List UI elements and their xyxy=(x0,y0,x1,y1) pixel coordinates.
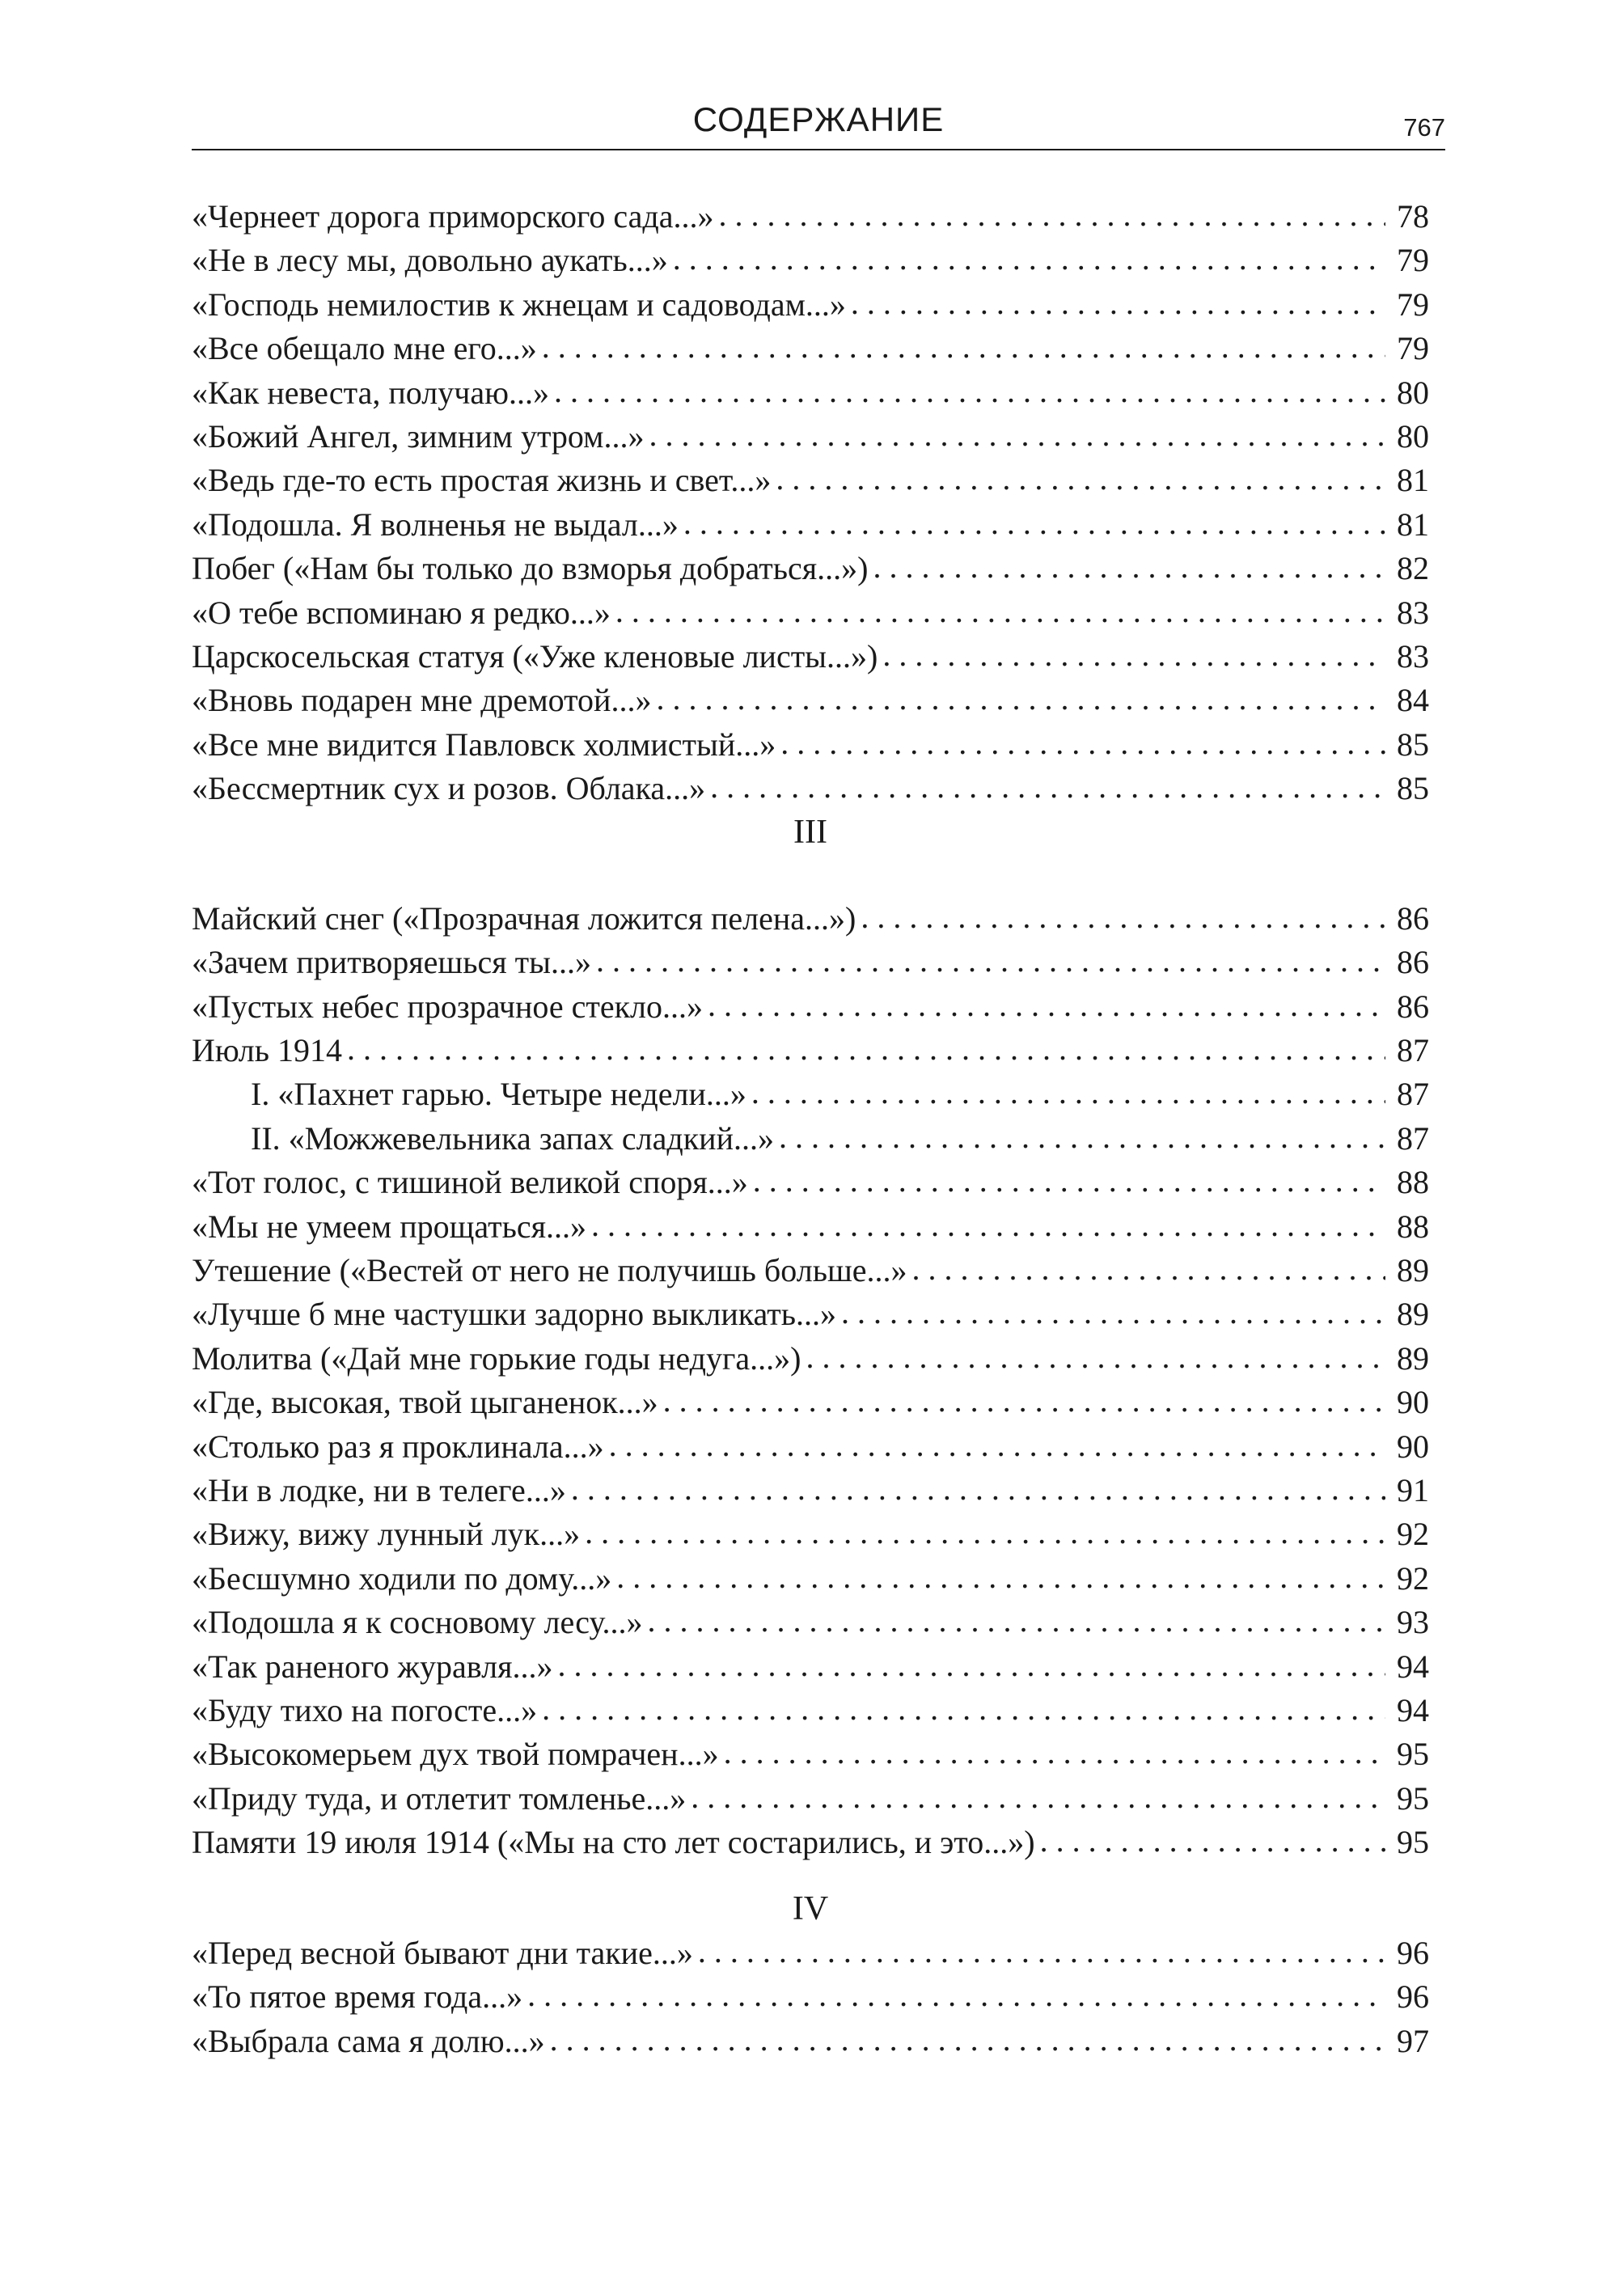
toc-leader-dots xyxy=(591,1204,1385,1247)
toc-leader-dots xyxy=(609,1424,1385,1467)
section-heading-iv: IV xyxy=(792,1890,829,1928)
toc-entry xyxy=(192,1205,1429,1249)
toc-entry xyxy=(192,1975,1429,2019)
book-page xyxy=(192,0,1445,2293)
toc-leader-dots xyxy=(779,1115,1385,1159)
toc-leader-dots xyxy=(851,281,1385,325)
toc-entry-page: 78 xyxy=(1397,198,1429,235)
toc-entry-title: «Мы не умеем прощаться...» xyxy=(192,1208,587,1245)
toc-leader-dots xyxy=(649,413,1385,457)
toc-leader-dots xyxy=(841,1291,1385,1335)
toc-entry-title: «Подошла я к сосновому лесу...» xyxy=(192,1604,643,1641)
toc-entry-page: 81 xyxy=(1397,462,1429,499)
toc-entry xyxy=(192,1931,1429,1975)
toc-entry-title: Молитва («Дай мне горькие годы недуга...») xyxy=(192,1339,801,1377)
toc-entry-page: 94 xyxy=(1397,1648,1429,1685)
toc-entry xyxy=(192,503,1429,547)
toc-entry-page: 86 xyxy=(1397,899,1429,937)
toc-entry xyxy=(192,1645,1429,1689)
toc-entry-page: 80 xyxy=(1397,417,1429,455)
toc-entry-page: 86 xyxy=(1397,944,1429,981)
toc-leader-dots xyxy=(753,1159,1385,1203)
toc-leader-dots xyxy=(673,237,1385,281)
toc-entry xyxy=(192,767,1429,810)
toc-leader-dots xyxy=(542,1687,1385,1731)
toc-entry xyxy=(192,679,1429,722)
toc-leader-dots xyxy=(698,1930,1385,1974)
toc-leader-dots xyxy=(557,1644,1385,1687)
toc-entry-title: Июль 1914 xyxy=(192,1032,342,1069)
toc-entry xyxy=(192,635,1429,679)
toc-entry-title: «Пустых небес прозрачное стекло...» xyxy=(192,988,703,1025)
toc-entry-page: 96 xyxy=(1397,1934,1429,1971)
toc-entry-title: «Божий Ангел, зимним утром...» xyxy=(192,417,645,455)
toc-entry-page: 79 xyxy=(1397,330,1429,367)
toc-entry xyxy=(192,985,1429,1029)
toc-entry-page: 92 xyxy=(1397,1516,1429,1553)
toc-entry-title: «Буду тихо на погосте...» xyxy=(192,1691,538,1728)
toc-entry-title: «О тебе вспоминаю я редко...» xyxy=(192,594,611,631)
toc-section-iv xyxy=(192,1931,1429,2063)
toc-entry-page: 92 xyxy=(1397,1559,1429,1597)
toc-entry-page: 87 xyxy=(1397,1032,1429,1069)
toc-leader-dots xyxy=(882,633,1385,677)
toc-entry-page: 87 xyxy=(1397,1076,1429,1113)
toc-entry xyxy=(192,591,1429,635)
toc-entry-title: I. «Пахнет гарью. Четыре недели...» xyxy=(251,1076,746,1113)
toc-entry-title: «Чернеет дорога приморского сада...» xyxy=(192,198,714,235)
toc-entry-title: «Зачем притворяешься ты...» xyxy=(192,944,591,981)
toc-entry-page: 84 xyxy=(1397,682,1429,719)
toc-entry xyxy=(192,2020,1429,2063)
toc-subentry xyxy=(192,1072,1429,1116)
toc-entry-page: 89 xyxy=(1397,1339,1429,1377)
running-head xyxy=(192,95,1445,152)
toc-entry xyxy=(192,1821,1429,1864)
toc-leader-dots xyxy=(683,501,1385,545)
toc-entry xyxy=(192,1601,1429,1644)
toc-entry-title: «Выбрала сама я долю...» xyxy=(192,2022,545,2059)
toc-entry xyxy=(192,1029,1429,1072)
toc-entry-page: 83 xyxy=(1397,637,1429,675)
toc-entry-page: 90 xyxy=(1397,1384,1429,1421)
toc-entry xyxy=(192,371,1429,415)
toc-entry-page: 85 xyxy=(1397,726,1429,763)
toc-leader-dots xyxy=(550,2018,1385,2062)
toc-entry-page: 89 xyxy=(1397,1251,1429,1288)
toc-entry xyxy=(192,1292,1429,1336)
toc-entry xyxy=(192,283,1429,327)
toc-leader-dots xyxy=(542,325,1385,369)
section-spacer xyxy=(192,1864,1429,1887)
toc-entry-page: 81 xyxy=(1397,506,1429,543)
toc-entry xyxy=(192,1425,1429,1469)
toc-entry xyxy=(192,415,1429,459)
toc-entry-title: «Как невеста, получаю...» xyxy=(192,374,549,411)
toc-entry-page: 88 xyxy=(1397,1164,1429,1201)
toc-leader-dots xyxy=(912,1247,1386,1291)
toc-entry-title: Памяти 19 июля 1914 («Мы на сто лет состарились, и это...») xyxy=(192,1824,1035,1861)
toc-entry-page: 97 xyxy=(1397,2022,1429,2059)
toc-entry xyxy=(192,1777,1429,1821)
toc-entry-title: «Столько раз я проклинала...» xyxy=(192,1428,604,1465)
toc-entry-title: II. «Можжевельника запах сладкий...» xyxy=(251,1119,774,1157)
toc-entry-title: Утешение («Вестей от него не получишь больше...» xyxy=(192,1251,907,1288)
toc-leader-dots xyxy=(585,1511,1385,1555)
toc-entry-title: «Вижу, вижу лунный лук...» xyxy=(192,1516,581,1553)
toc-entry-page: 96 xyxy=(1397,1978,1429,2016)
toc-entry-title: «Бессмертник сух и розов. Облака...» xyxy=(192,770,706,807)
toc-entry-page: 95 xyxy=(1397,1779,1429,1817)
toc-entry-title: «Бесшумно ходили по дому...» xyxy=(192,1559,612,1597)
toc-entry-page: 87 xyxy=(1397,1119,1429,1157)
page-number: 767 xyxy=(1403,113,1445,142)
toc-entry xyxy=(192,897,1429,941)
toc-entry-title: «Все обещало мне его...» xyxy=(192,330,537,367)
toc-leader-dots xyxy=(861,895,1385,939)
toc-entry xyxy=(192,1161,1429,1204)
toc-entry-title: Побег («Нам бы только до взморья добраться...») xyxy=(192,550,869,587)
toc-entry-page: 95 xyxy=(1397,1736,1429,1773)
toc-entry-page: 85 xyxy=(1397,770,1429,807)
toc-leader-dots xyxy=(724,1731,1385,1775)
toc-entry-page: 89 xyxy=(1397,1296,1429,1333)
running-title: СОДЕРЖАНИЕ xyxy=(692,100,945,138)
table-of-contents xyxy=(192,195,1429,2063)
toc-leader-dots xyxy=(615,590,1385,633)
toc-entry-page: 79 xyxy=(1397,242,1429,279)
toc-leader-dots xyxy=(554,370,1385,413)
header-rule xyxy=(192,149,1445,150)
toc-entry xyxy=(192,1337,1429,1381)
toc-entry xyxy=(192,723,1429,767)
section-spacer xyxy=(192,855,1429,897)
toc-entry-page: 88 xyxy=(1397,1208,1429,1245)
toc-entry-page: 95 xyxy=(1397,1824,1429,1861)
toc-entry-page: 82 xyxy=(1397,550,1429,587)
toc-leader-dots xyxy=(1040,1819,1385,1863)
toc-entry xyxy=(192,1732,1429,1776)
toc-entry-title: «Так раненого журавля...» xyxy=(192,1648,553,1685)
toc-entry xyxy=(192,195,1429,239)
toc-entry-title: «Лучше б мне частушки задорно выкликать...» xyxy=(192,1296,836,1333)
toc-leader-dots xyxy=(347,1027,1385,1071)
toc-section-iii xyxy=(192,897,1429,1865)
toc-entry-title: «Высокомерьем дух твой помрачен...» xyxy=(192,1736,719,1773)
toc-entry xyxy=(192,327,1429,370)
toc-leader-dots xyxy=(708,984,1385,1027)
toc-leader-dots xyxy=(691,1775,1385,1819)
toc-entry-title: «Вновь подарен мне дремотой...» xyxy=(192,682,652,719)
toc-entry-title: Майский снег («Прозрачная ложится пелена...») xyxy=(192,899,856,937)
toc-entry xyxy=(192,547,1429,590)
toc-entry-title: «Где, высокая, твой цыганенок...» xyxy=(192,1384,658,1421)
toc-entry-page: 79 xyxy=(1397,286,1429,323)
toc-entry xyxy=(192,1381,1429,1424)
toc-leader-dots xyxy=(873,545,1385,589)
toc-entry-title: «Приду туда, и отлетит томленье...» xyxy=(192,1779,687,1817)
toc-subentry xyxy=(192,1117,1429,1161)
toc-leader-dots xyxy=(806,1335,1385,1379)
toc-leader-dots xyxy=(780,721,1385,765)
toc-leader-dots xyxy=(710,765,1385,809)
toc-entry xyxy=(192,1689,1429,1732)
toc-entry xyxy=(192,1557,1429,1601)
toc-entry-page: 94 xyxy=(1397,1691,1429,1728)
toc-entry-page: 90 xyxy=(1397,1428,1429,1465)
toc-entry xyxy=(192,941,1429,984)
toc-entry-page: 91 xyxy=(1397,1471,1429,1508)
toc-leader-dots xyxy=(527,1974,1385,2017)
toc-entry-page: 83 xyxy=(1397,594,1429,631)
toc-entry-page: 86 xyxy=(1397,988,1429,1025)
toc-leader-dots xyxy=(647,1599,1385,1643)
toc-entry-title: «Господь немилостив к жнецам и садоводам...» xyxy=(192,286,846,323)
toc-entry-title: «Не в лесу мы, довольно аукать...» xyxy=(192,242,668,279)
toc-entry-title: «Ни в лодке, ни в телеге...» xyxy=(192,1471,566,1508)
toc-entry xyxy=(192,459,1429,502)
toc-entry-title: «Ведь где-то есть простая жизнь и свет...» xyxy=(192,462,772,499)
toc-entry xyxy=(192,1469,1429,1512)
toc-leader-dots xyxy=(718,193,1385,237)
toc-entry xyxy=(192,1512,1429,1556)
toc-group-top xyxy=(192,195,1429,810)
toc-entry-title: «Все мне видится Павловск холмистый...» xyxy=(192,726,776,763)
toc-entry-title: «Перед весной бывают дни такие...» xyxy=(192,1934,693,1971)
toc-entry xyxy=(192,239,1429,282)
section-heading-iii: III xyxy=(793,814,827,852)
toc-entry-page: 93 xyxy=(1397,1604,1429,1641)
toc-entry xyxy=(192,1249,1429,1292)
toc-entry-title: «Подошла. Я волненья не выдал...» xyxy=(192,506,679,543)
toc-leader-dots xyxy=(571,1467,1385,1511)
toc-leader-dots xyxy=(776,457,1385,501)
toc-leader-dots xyxy=(596,939,1385,983)
toc-leader-dots xyxy=(656,677,1385,721)
toc-entry-page: 80 xyxy=(1397,374,1429,411)
toc-leader-dots xyxy=(751,1071,1385,1115)
toc-leader-dots xyxy=(663,1379,1385,1423)
toc-entry-title: Царскосельская статуя («Уже кленовые листы...») xyxy=(192,637,878,675)
toc-entry-title: «Тот голос, с тишиной великой споря...» xyxy=(192,1164,748,1201)
toc-leader-dots xyxy=(616,1555,1385,1599)
toc-entry-title: «То пятое время года...» xyxy=(192,1978,523,2016)
